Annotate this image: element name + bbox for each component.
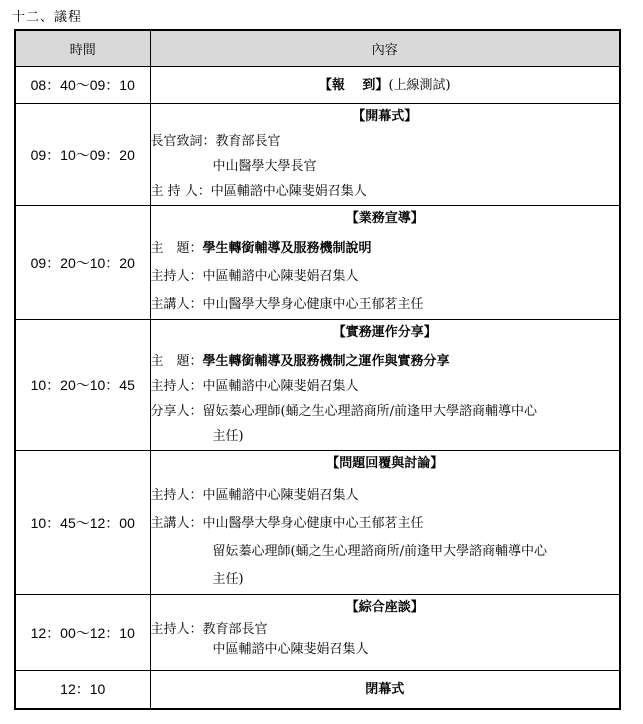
detail-text: 中山醫學大學長官	[212, 159, 317, 174]
column-header-content: 內容	[150, 30, 620, 67]
detail-line-continued	[151, 424, 620, 449]
detail-label: 分享人：	[150, 404, 203, 419]
detail-text: 教育部長官	[215, 134, 281, 149]
table-header-row	[15, 30, 620, 67]
time-cell: 12：10	[15, 671, 150, 709]
detail-text: 中區輔諮中心陳斐娟召集人	[210, 184, 367, 199]
detail-text: 主任)	[212, 572, 244, 587]
session-title: 【業務宣導】	[345, 211, 424, 226]
detail-line	[151, 263, 620, 291]
detail-line	[151, 374, 620, 399]
detail-line	[151, 566, 620, 594]
detail-text: 留妘蓁心理師(蛹之生心理諮商所/前逢甲大學諮商輔導中心	[212, 544, 547, 559]
content-cell	[150, 595, 620, 671]
detail-text: 中區輔諮中心陳斐娟召集人	[202, 379, 359, 394]
content-cell	[150, 671, 620, 709]
time-cell: 09：10～09：20	[15, 104, 150, 206]
session-title: 【開幕式】	[352, 109, 418, 124]
detail-label: 主持人：	[150, 269, 203, 284]
table-row	[15, 206, 620, 320]
detail-label: 主 題：	[150, 241, 203, 256]
detail-label: 主持人：	[150, 488, 203, 503]
content-cell	[150, 104, 620, 206]
detail-label: 主講人：	[150, 516, 203, 531]
detail-text: 留妘蓁心理師(蛹之生心理諮商所/前逢甲大學諮商輔導中心	[202, 404, 537, 419]
time-cell: 09：20～10：20	[15, 206, 150, 320]
detail-label: 主 題：	[150, 354, 203, 369]
column-header-time: 時間	[15, 30, 150, 67]
table-row	[15, 320, 620, 451]
detail-line	[151, 235, 620, 263]
detail-text: 學生轉銜輔導及服務機制說明	[202, 241, 372, 256]
table-row	[15, 671, 620, 709]
detail-line	[151, 179, 620, 204]
detail-text: 中區輔諮中心陳斐娟召集人	[202, 269, 359, 284]
session-title: 【問題回覆與討論】	[326, 456, 444, 471]
time-cell: 08：40～09：10	[15, 67, 150, 104]
section-heading: 十二、議程	[12, 10, 83, 25]
detail-line	[151, 620, 620, 640]
detail-line	[151, 640, 620, 660]
time-cell: 12：00～12：10	[15, 595, 150, 671]
detail-label: 主持人：	[150, 379, 203, 394]
session-title-suffix: (上線測試)	[388, 77, 451, 93]
session-title-line	[151, 73, 620, 98]
content-cell	[150, 206, 620, 320]
detail-line	[151, 349, 620, 374]
session-title: 【綜合座談】	[345, 600, 424, 615]
detail-line	[151, 482, 620, 510]
content-cell	[150, 451, 620, 595]
detail-text: 主任)	[212, 429, 244, 444]
detail-label: 主持人：	[150, 622, 203, 637]
detail-line	[151, 291, 620, 319]
time-cell: 10：45～12：00	[15, 451, 150, 595]
detail-text: 學生轉銜輔導及服務機制之運作與實務分享	[202, 354, 450, 369]
table-row	[15, 67, 620, 104]
detail-label: 主 持 人：	[150, 184, 211, 199]
time-cell: 10：20～10：45	[15, 320, 150, 451]
detail-text: 中山醫學大學身心健康中心王郁茗主任	[202, 297, 424, 312]
content-cell	[150, 67, 620, 104]
agenda-table	[14, 29, 621, 710]
session-title: 閉幕式	[365, 681, 405, 697]
detail-line	[151, 538, 620, 566]
detail-label: 長官致詞：	[150, 134, 216, 149]
table-row	[15, 451, 620, 595]
session-title: 【實務運作分享】	[332, 325, 437, 340]
detail-text: 中區輔諮中心陳斐娟召集人	[212, 642, 369, 657]
content-cell	[150, 320, 620, 451]
table-row	[15, 595, 620, 671]
detail-line	[151, 129, 620, 154]
detail-text: 中區輔諮中心陳斐娟召集人	[202, 488, 359, 503]
detail-line	[151, 154, 620, 179]
detail-text: 中山醫學大學身心健康中心王郁茗主任	[202, 516, 424, 531]
detail-label: 主講人：	[150, 297, 203, 312]
detail-line	[151, 510, 620, 538]
detail-text: 教育部長官	[202, 622, 268, 637]
session-title: 【報 到】	[318, 77, 389, 93]
detail-line	[151, 399, 620, 424]
table-row	[15, 104, 620, 206]
